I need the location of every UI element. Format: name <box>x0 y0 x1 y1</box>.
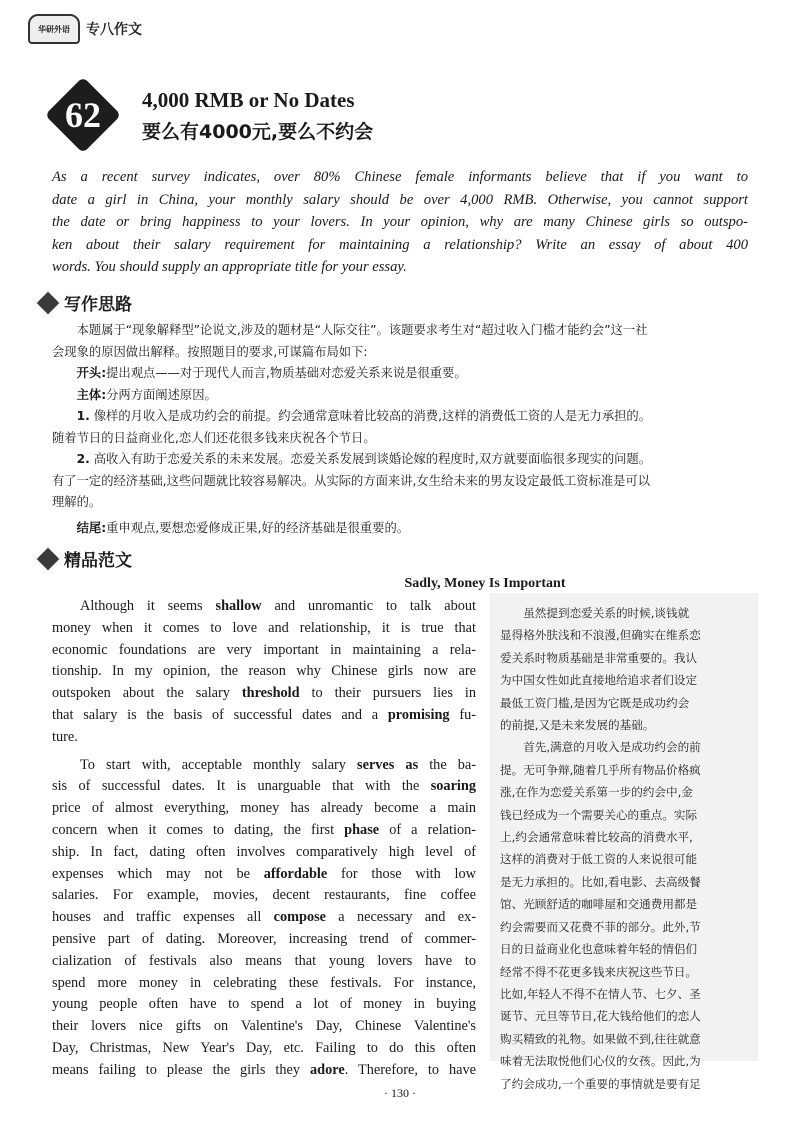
publisher-logo: 华研外语 <box>28 14 80 44</box>
translation-line: 这样的消费对于低工资的人来说很可能 <box>500 852 698 867</box>
translation-line: 显得格外肤浅和不浪漫,但确实在维系恋 <box>500 628 701 643</box>
translation-line: 钱已经成为一个需要关心的重点。实际 <box>500 807 698 822</box>
outline-intro: 本题属于“现象解释型”论说文,涉及的题材是“人际交往”。该题要求考生对“超过收入门槛才能约会”这一社 <box>76 323 648 337</box>
essay-prompt <box>52 166 748 279</box>
essay-line: their lovers nice gifts on Valentine's Day, Chinese Valentine's <box>52 1018 476 1035</box>
essay-body <box>52 596 476 1082</box>
translation-line: 涨,在作为恋爱关系第一步的约会中,金 <box>500 785 693 800</box>
translation-line: 味着无法取悦他们心仪的女孩。因此,为 <box>500 1054 701 1069</box>
title-chinese: 要么有4000元,要么不约会 <box>142 121 374 143</box>
translation-line: 提。无可争辩,随着几乎所有物品价格疯 <box>500 762 701 777</box>
writing-outline <box>52 320 752 539</box>
translation-line: 上,约会通常意味着比较高的消费水平, <box>500 830 693 845</box>
outline-point-2-cont: 有了一定的经济基础,这些问题就比较容易解决。从实际的方面来讲,女生给未来的男友设定最低工资标准是可以 <box>52 473 651 488</box>
essay-line: young people often have to spend a lot of money in buying <box>52 996 476 1013</box>
essay-line: money when it comes to love and relationship, it is true that <box>52 619 476 636</box>
essay-line: salaries. For example, movies, decent restaurants, fine coffee <box>52 887 476 904</box>
essay-line: concern when it comes to dating, the first phase of a relation- <box>52 821 477 838</box>
outline-ending: 结尾:重申观点,要想恋爱修成正果,好的经济基础是很重要的。 <box>76 520 410 535</box>
translation-line: 为中国女性如此直接地给追求者们设定 <box>500 673 698 688</box>
essay-line: cialization of festivals also means that young lovers have to <box>52 952 476 969</box>
section-writing-approach <box>40 290 132 315</box>
outline-body: 主体:分两方面阐述原因。 <box>76 387 217 402</box>
essay-line: Day, Christmas, New Year's Day, etc. Failing to do this often <box>52 1039 476 1056</box>
page-number: · 130 · <box>384 1086 416 1100</box>
essay-title: Sadly, Money Is Important <box>404 576 566 591</box>
translation-line: 比如,年轻人不得不在情人节、七夕、圣 <box>500 986 701 1001</box>
translation-line: 首先,满意的月收入是成功约会的前 <box>500 740 701 755</box>
prompt-line: words. You should supply an appropriate title for your essay. <box>52 259 407 275</box>
translation-line: 是无力承担的。比如,看电影、去高级餐 <box>500 874 701 889</box>
essay-line: expenses which may not be affordable for those with low <box>52 865 476 882</box>
translation-line: 虽然提到恋爱关系的时候,谈钱就 <box>500 606 690 620</box>
translation-line: 约会需要而又花费不菲的部分。此外,节 <box>500 919 701 934</box>
section-title: 精品范文 <box>64 551 132 571</box>
essay-line: To start with, acceptable monthly salary serves as the ba- <box>80 756 477 773</box>
essay-line: economic foundations are very important in maintaining a rela- <box>52 641 476 658</box>
essay-line: that salary is the basis of successful dates and a promising fu- <box>52 706 476 723</box>
essay-line: ture. <box>52 728 78 745</box>
translation-line: 日的日益商业化也意味着年轻的情侣们 <box>500 942 698 957</box>
outline-intro: 会现象的原因做出解释。按照题目的要求,可谋篇布局如下: <box>52 344 368 359</box>
essay-line: sis of successful dates. It is unarguable that with the soaring <box>52 778 476 795</box>
essay-number: 62 <box>65 95 101 135</box>
translation-line: 经常不得不花更多钱来庆祝这些节日。 <box>500 964 698 979</box>
essay-line: spend more money in celebrating these festivals. For instance, <box>52 974 476 991</box>
translation-line: 诞节、元旦等节日,花大钱给他们的恋人 <box>500 1009 701 1024</box>
essay-line: ship. In fact, dating often involves comparatively high level of <box>52 843 476 860</box>
essay-line: outspoken about the salary threshold to their pursuers lies in <box>52 685 477 702</box>
title-english: 4,000 RMB or No Dates <box>142 88 355 112</box>
translation-text <box>500 602 752 1095</box>
translation-line: 馆、光顾舒适的咖啡屋和交通费用都是 <box>500 897 698 912</box>
translation-line: 购买精致的礼物。如果做不到,往往就意 <box>500 1031 701 1046</box>
prompt-line: ken about their salary requirement for maintaining a relationship? Write an essay of about 400 <box>52 236 748 253</box>
essay-line: price of almost everything, money has already become a main <box>52 800 476 817</box>
section-title: 写作思路 <box>64 295 132 315</box>
section-model-essay <box>40 546 132 571</box>
diamond-icon <box>37 291 60 314</box>
outline-point-2: 2. 高收入有助于恋爱关系的未来发展。恋爱关系发展到谈婚论嫁的程度时,双方就要面临很多现实的问题。 <box>76 452 652 466</box>
header-badge <box>28 14 142 44</box>
translation-line: 最低工资门槛,是因为它既是成功约会 <box>500 695 690 710</box>
prompt-line: the date or bring happiness to your lovers. In your opinion, why are many Chinese girls so outspo- <box>52 214 748 230</box>
prompt-line: As a recent survey indicates, over 80% Chinese female informants believe that if you want to <box>52 169 748 185</box>
essay-line: houses and traffic expenses all compose a necessary and ex- <box>52 909 476 926</box>
series-label: 专八作文 <box>86 22 142 38</box>
translation-line: 的前提,又是未来发展的基础。 <box>500 718 655 733</box>
prompt-line: date a girl in China, your monthly salary should be over 4,000 RMB. Otherwise, you cannot support <box>52 191 748 208</box>
diamond-icon <box>37 547 60 570</box>
essay-line: means failing to please the girls they adore. Therefore, to have <box>52 1061 476 1078</box>
translation-line: 了约会成功,一个重要的事情就是要有足 <box>500 1076 701 1091</box>
outline-opening: 开头:提出观点——对于现代人而言,物质基础对恋爱关系来说是很重要。 <box>76 366 467 380</box>
translation-line: 爱关系时物质基础是非常重要的。我认 <box>500 650 698 665</box>
essay-line: tionship. In my opinion, the reason why Chinese girls now are <box>52 663 476 680</box>
outline-point-2-cont: 理解的。 <box>52 495 102 509</box>
essay-line: Although it seems shallow and unromantic to talk about <box>80 598 476 614</box>
outline-point-1-cont: 随着节日的日益商业化,恋人们还花很多钱来庆祝各个节日。 <box>52 430 376 445</box>
essay-line: pensive part of dating. Moreover, increasing trend of commer- <box>52 930 476 947</box>
outline-point-1: 1. 像样的月收入是成功约会的前提。约会通常意味着比较高的消费,这样的消费低工资的人是无力承担的。 <box>76 409 652 423</box>
essay-number-badge <box>48 80 118 150</box>
